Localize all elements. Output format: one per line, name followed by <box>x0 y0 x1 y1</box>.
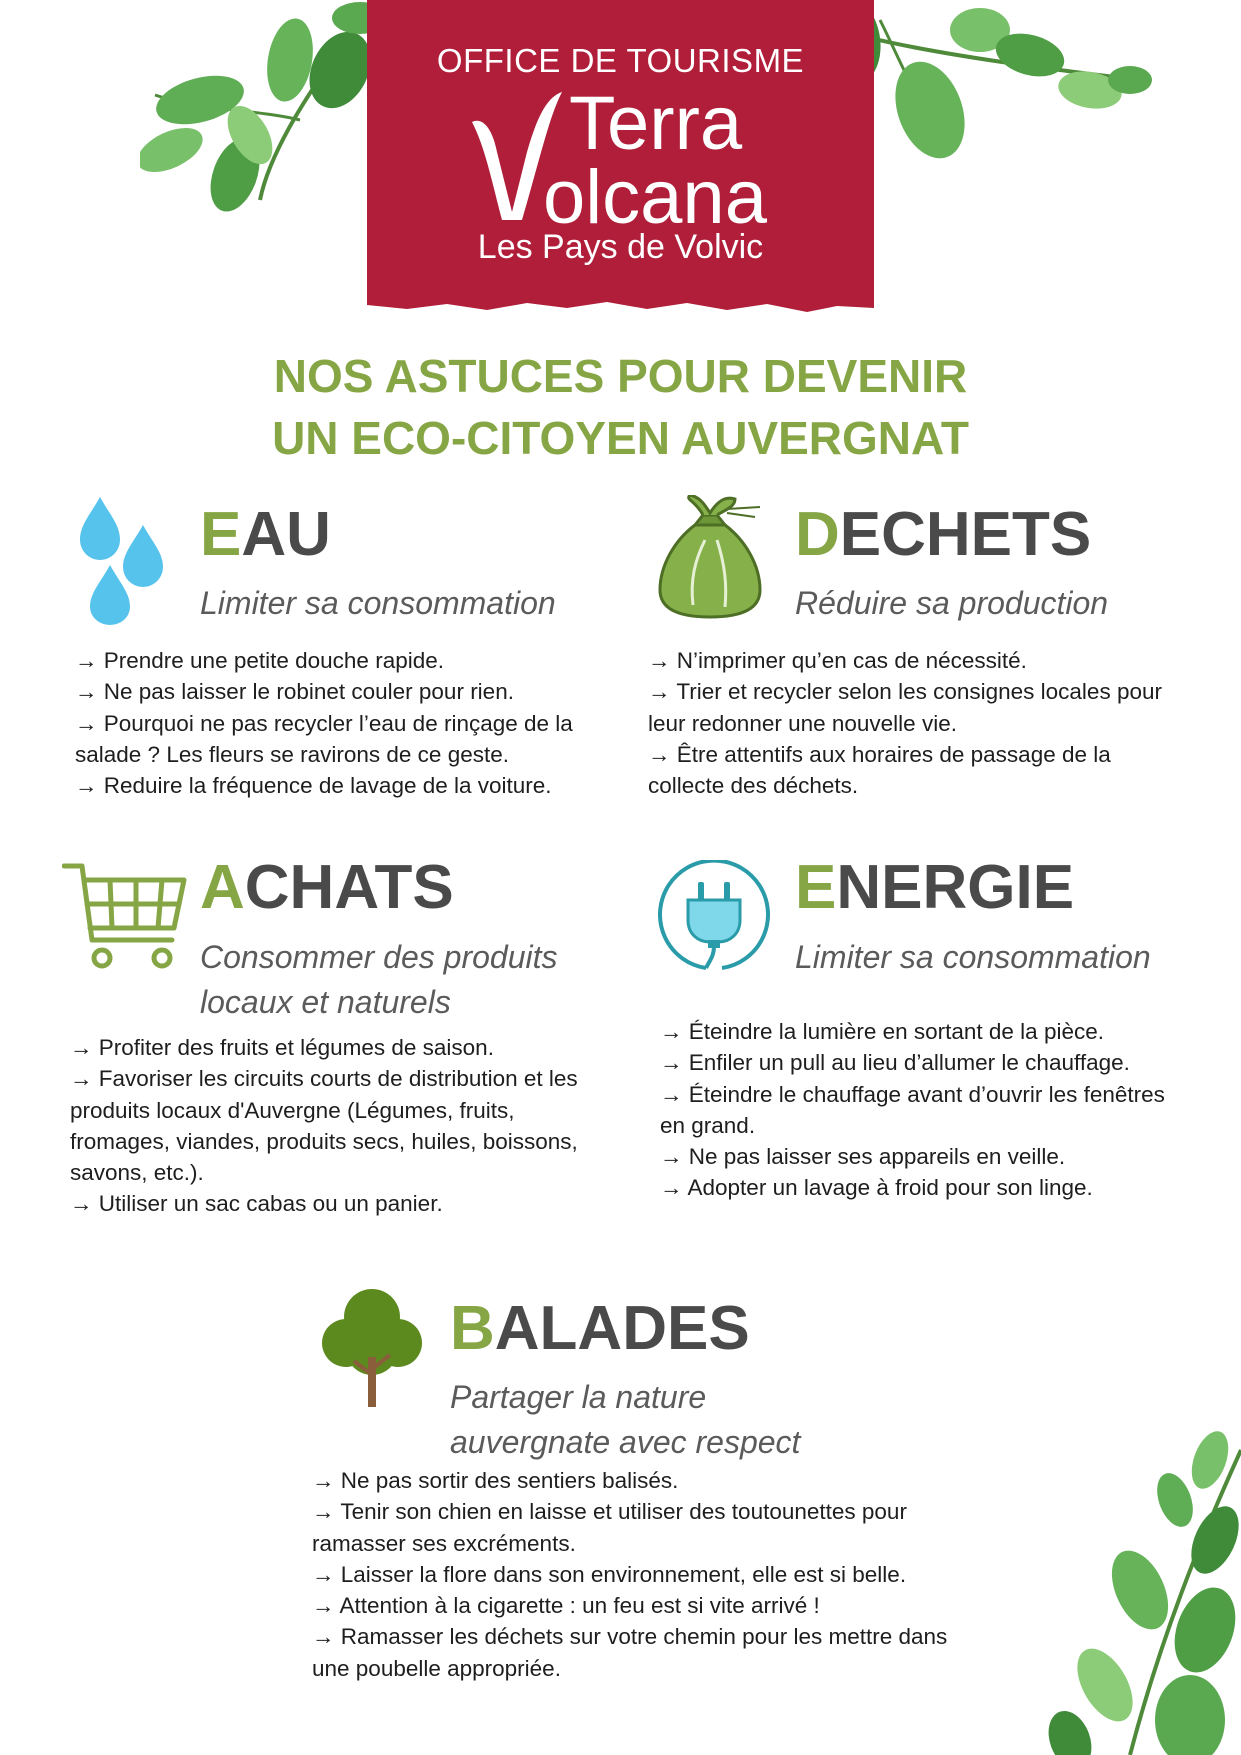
heading-initial: E <box>795 853 837 922</box>
brand-name-volcana: olcana <box>543 155 767 240</box>
power-plug-icon <box>658 860 770 972</box>
list-item: → Tenir son chien en laisse et utiliser des toutounettes pour ramasser ses excréments. <box>312 1499 907 1556</box>
heading-rest: AU <box>241 500 331 569</box>
section-subtitle-achats <box>200 935 557 1025</box>
leaf-decoration-bottom-right-icon <box>1010 1430 1241 1755</box>
heading-initial: B <box>450 1294 495 1363</box>
subtitle-line-1: Consommer des produits <box>200 939 558 975</box>
heading-rest: CHATS <box>244 853 454 922</box>
section-heading-dechets <box>795 500 1091 570</box>
heading-initial: E <box>200 500 242 569</box>
list-item: → Enfiler un pull au lieu d’allumer le chauffage. <box>660 1050 1130 1076</box>
list-item: → Laisser la flore dans son environnement, elle est si belle. <box>312 1561 907 1587</box>
section-heading-eau <box>200 500 331 570</box>
list-item: → Utiliser un sac cabas ou un panier. <box>70 1191 443 1217</box>
section-heading-balades <box>450 1294 750 1364</box>
eau-tips-list <box>75 645 595 801</box>
list-item: → Ramasser les déchets sur votre chemin pour les mettre dans une poubelle appropriée. <box>312 1624 948 1681</box>
section-subtitle-balades <box>450 1375 800 1465</box>
subtitle-line-2: locaux et naturels <box>200 984 451 1020</box>
shopping-cart-icon <box>62 860 188 972</box>
leaf-decoration-top-left-icon <box>140 0 400 220</box>
section-heading-energie <box>795 853 1074 923</box>
list-item: → Ne pas laisser le robinet couler pour rien. <box>75 679 514 705</box>
list-item: → Favoriser les circuits courts de distribution et les produits locaux d'Auvergne (Légumes, fruits, fromages, viandes, produits secs, huiles, boissons, savons, etc.). <box>70 1066 578 1186</box>
section-subtitle-eau: Limiter sa consommation <box>200 585 556 621</box>
section-subtitle-energie: Limiter sa consommation <box>795 939 1151 975</box>
list-item: → Reduire la fréquence de lavage de la voiture. <box>75 773 552 799</box>
tree-icon <box>320 1285 424 1410</box>
list-item: → Adopter un lavage à froid pour son linge. <box>660 1175 1093 1201</box>
achats-tips-list <box>70 1032 610 1220</box>
list-item: → Être attentifs aux horaires de passage de la collecte des déchets. <box>648 741 1111 799</box>
subtitle-line-2: auvergnate avec respect <box>450 1424 801 1460</box>
section-heading-achats <box>200 853 454 923</box>
tourism-office-logo <box>367 0 874 322</box>
list-item: → Prendre une petite douche rapide. <box>75 648 444 673</box>
list-item: → N’imprimer qu’en cas de nécessité. <box>648 648 1027 673</box>
trash-bag-icon <box>655 495 765 620</box>
list-item: → Trier et recycler selon les consignes locales pour leur redonner une nouvelle vie. <box>648 679 1162 736</box>
subtitle-line-1: Partager la nature <box>450 1379 707 1415</box>
heading-initial: A <box>200 853 245 922</box>
list-item: → Profiter des fruits et légumes de saison. <box>70 1035 494 1060</box>
page-title <box>0 345 1241 469</box>
list-item: → Éteindre le chauffage avant d’ouvrir les fenêtres en grand. <box>660 1081 1165 1138</box>
page-title-line-1: NOS ASTUCES POUR DEVENIR <box>273 350 968 402</box>
water-drops-icon <box>80 495 165 625</box>
brand-name-terra: Terra <box>569 81 743 166</box>
heading-initial: D <box>795 500 840 569</box>
dechets-tips-list <box>648 645 1178 801</box>
balades-tips-list <box>312 1465 952 1684</box>
heading-rest: ECHETS <box>839 500 1092 569</box>
section-subtitle-dechets: Réduire sa production <box>795 585 1109 621</box>
office-label: OFFICE DE TOURISME <box>436 42 805 79</box>
list-item: → Attention à la cigarette : un feu est si vite arrivé ! <box>312 1593 820 1619</box>
list-item: → Pourquoi ne pas recycler l’eau de rinçage de la salade ? Les fleurs se ravirons de ce geste. <box>75 710 573 767</box>
brand-tagline: Les Pays de Volvic <box>477 228 764 266</box>
list-item: → Ne pas laisser ses appareils en veille. <box>660 1144 1066 1170</box>
heading-rest: ALADES <box>494 1294 750 1363</box>
page-title-line-2: UN ECO-CITOYEN AUVERGNAT <box>272 412 969 464</box>
list-item: → Ne pas sortir des sentiers balisés. <box>312 1468 679 1493</box>
energie-tips-list <box>660 1016 1190 1204</box>
heading-rest: NERGIE <box>836 853 1075 922</box>
list-item: → Éteindre la lumière en sortant de la pièce. <box>660 1019 1104 1044</box>
